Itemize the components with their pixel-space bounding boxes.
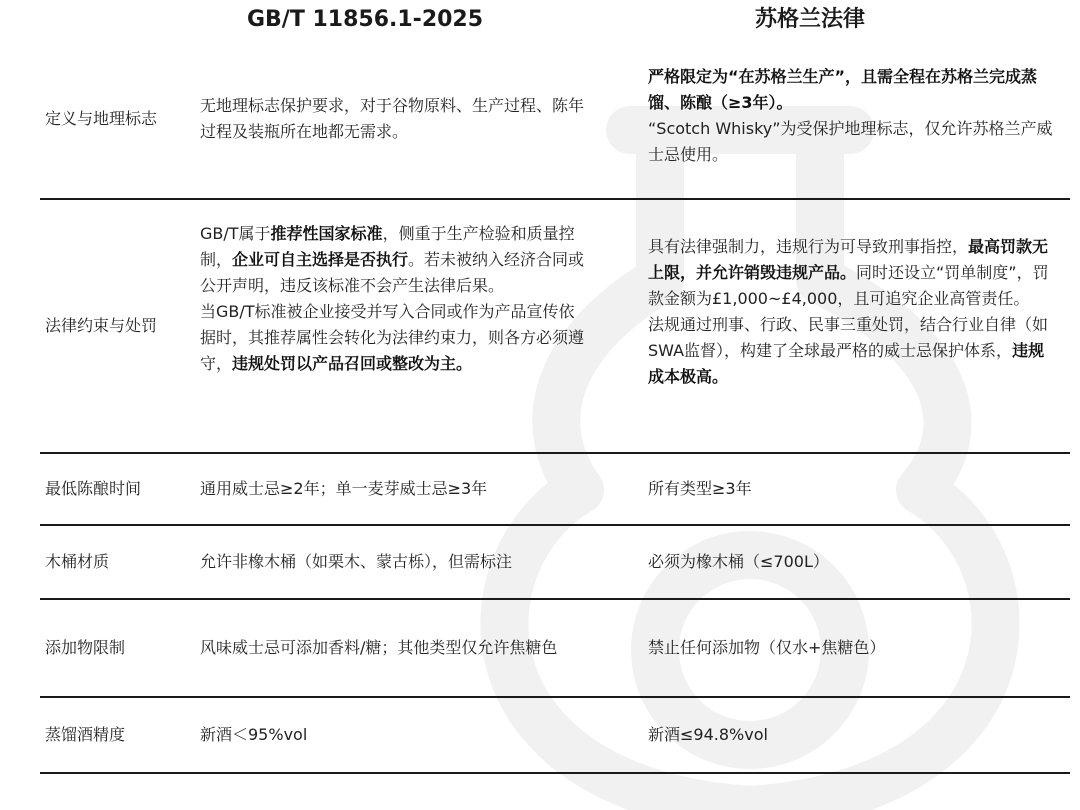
scotland-cell [648, 234, 1058, 390]
table-row [40, 40, 1070, 200]
scotland-cell-text [648, 635, 885, 661]
row-label: 木桶材质 [45, 552, 110, 571]
column-header-gb-standard: GB/T 11856.1-2025 [246, 7, 484, 32]
bold-text: 严格限定为“在苏格兰生产”，且需全程在苏格兰完成蒸馏、陈酿（≥3年）。 [648, 67, 1038, 112]
bold-text: 推荐性国家标准 [270, 224, 383, 243]
row-label: 定义与地理标志 [45, 109, 158, 128]
text-run: 法规通过刑事、行政、民事三重处罚，结合行业自律（如SWA监督），构建了全球最严格的威士忌保护体系， [648, 315, 1049, 360]
text-run: “Scotch Whisky”为受保护地理标志，仅允许苏格兰产威士忌使用。 [648, 119, 1053, 164]
row-label: 法律约束与处罚 [45, 316, 158, 335]
text-run: 允许非橡木桶（如栗木、蒙古栎），但需标注 [200, 552, 513, 571]
text-run: 新酒＜95%vol [200, 725, 308, 744]
gb-cell [200, 600, 590, 696]
gb-cell-text [200, 93, 590, 145]
scotland-cell-text [648, 549, 829, 575]
gb-cell [200, 221, 590, 377]
scotland-cell [648, 526, 1058, 598]
table-row [40, 698, 1070, 774]
gb-cell [200, 40, 590, 198]
bold-text: 违规成本极高。 [648, 341, 1045, 386]
scotland-cell-text [648, 722, 768, 748]
column-header-scotland-law: 苏格兰法律 [754, 7, 865, 32]
scotland-cell [648, 454, 1058, 524]
scotland-cell [648, 600, 1058, 696]
text-run: 必须为橡木桶（≤700L） [648, 552, 829, 571]
table-row [40, 526, 1070, 600]
row-label: 最低陈酿时间 [45, 479, 142, 498]
text-run: 禁止任何添加物（仅水+焦糖色） [648, 638, 886, 657]
scotland-cell [648, 64, 1058, 168]
gb-cell-text [200, 549, 512, 575]
text-run: 具有法律强制力，违规行为可导致刑事指控， [648, 237, 969, 256]
table-row [40, 200, 1070, 454]
text-run: 。若未被纳入经济合同或公开声明，违反该标准不会产生法律后果。 [200, 250, 585, 295]
text-run: 无地理标志保护要求，对于谷物原料、生产过程、陈年过程及装瓶所在地都无需求。 [200, 96, 585, 141]
gb-cell [200, 526, 590, 598]
text-run: 通用威士忌≥2年；单一麦芽威士忌≥3年 [200, 479, 488, 498]
scotland-cell [648, 698, 1058, 772]
bold-text: 违规处罚以产品召回或整改为主。 [232, 354, 473, 373]
table-row [40, 600, 1070, 698]
gb-cell-text [200, 476, 487, 502]
text-run: 当GB/T标准被企业接受并写入合同或作为产品宣传依据时，其推荐属性会转化为法律约束力，则各方必须遵守， [200, 302, 585, 373]
text-run: GB/T属于 [200, 224, 271, 243]
text-run: 同时还设立“罚单制度”，罚款金额为£1,000~£4,000，且可追究企业高管责任。 [648, 263, 1049, 308]
table-row [40, 454, 1070, 526]
bold-text: 企业可自主选择是否执行 [232, 250, 409, 269]
row-label: 蒸馏酒精度 [45, 725, 126, 744]
bold-text: 最高罚款无上限，并允许销毁违规产品。 [648, 237, 1049, 282]
text-run: 所有类型≥3年 [648, 479, 752, 498]
row-label: 添加物限制 [45, 638, 126, 657]
gb-cell [200, 698, 590, 772]
text-run: 新酒≤94.8%vol [648, 725, 768, 744]
scotland-cell-text [648, 476, 752, 502]
text-run: ，侧重于生产检验和质量控制， [200, 224, 575, 269]
gb-cell-text [200, 635, 557, 661]
gb-cell [200, 454, 590, 524]
text-run: 风味威士忌可添加香料/糖；其他类型仅允许焦糖色 [200, 638, 558, 657]
gb-cell-text [200, 722, 307, 748]
